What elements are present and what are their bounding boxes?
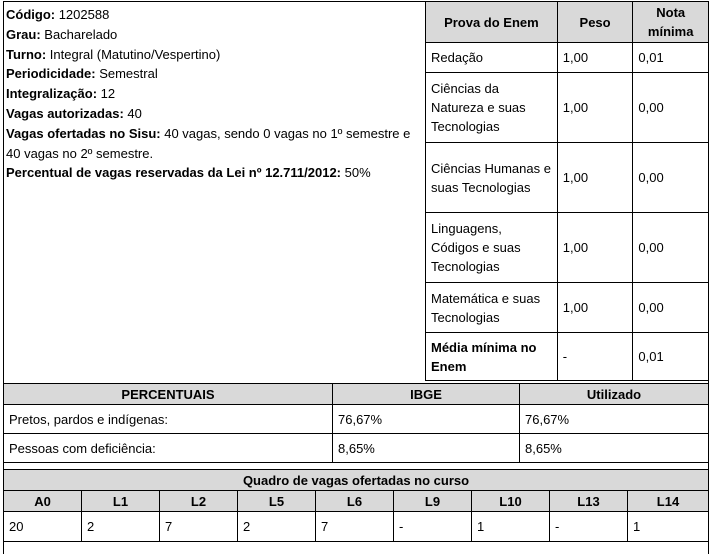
enem-peso: 1,00 <box>557 143 633 213</box>
grau-line <box>6 25 418 45</box>
quadro-value: - <box>394 512 472 542</box>
enem-table <box>425 1 709 381</box>
integralizacao-label: Integralização: <box>6 86 98 102</box>
quadro-title: Quadro de vagas ofertadas no curso <box>4 470 709 491</box>
periodicidade-line <box>6 64 418 84</box>
quadro-header-row <box>4 491 709 512</box>
quadro-header: L5 <box>238 491 316 512</box>
turno-value: Integral (Matutino/Vespertino) <box>46 46 221 62</box>
ibge-header: IBGE <box>333 384 520 405</box>
enem-nota: 0,01 <box>633 333 709 381</box>
enem-prova: Ciências da Natureza e suas Tecnologias <box>426 73 558 143</box>
quadro-value: 7 <box>160 512 238 542</box>
quadro-vagas-table <box>3 469 709 542</box>
grau-value: Bacharelado <box>40 26 118 42</box>
percentuais-table <box>3 383 709 463</box>
quadro-title-row <box>4 470 709 491</box>
percentuais-utilizado: 76,67% <box>520 405 709 434</box>
quadro-header: L9 <box>394 491 472 512</box>
enem-header-peso: Peso <box>557 2 633 43</box>
enem-row <box>426 73 709 143</box>
percentual-line <box>6 163 418 183</box>
enem-row <box>426 143 709 213</box>
vagas-autorizadas-label: Vagas autorizadas: <box>6 105 124 121</box>
enem-peso: 1,00 <box>557 43 633 73</box>
enem-header-row <box>426 2 709 43</box>
percentuais-label: Pessoas com deficiência: <box>4 434 333 463</box>
turno-label: Turno: <box>6 46 47 62</box>
percentuais-ibge: 8,65% <box>333 434 520 463</box>
enem-peso: - <box>557 333 633 381</box>
quadro-value: 2 <box>238 512 316 542</box>
enem-nota: 0,00 <box>633 213 709 283</box>
percentuais-row <box>4 434 709 463</box>
vagas-sisu-line <box>6 124 418 164</box>
quadro-header: L2 <box>160 491 238 512</box>
percentuais-header: PERCENTUAIS <box>4 384 333 405</box>
enem-peso: 1,00 <box>557 213 633 283</box>
quadro-header: L6 <box>316 491 394 512</box>
vagas-sisu-label: Vagas ofertadas no Sisu: <box>6 125 161 141</box>
enem-row <box>426 283 709 333</box>
turno-line <box>6 45 418 65</box>
integralizacao-value: 12 <box>97 86 116 102</box>
enem-prova: Ciências Humanas e suas Tecnologias <box>426 143 558 213</box>
integralizacao-line <box>6 84 418 104</box>
enem-prova: Redação <box>426 43 558 73</box>
vagas-autorizadas-line <box>6 104 418 124</box>
periodicidade-label: Periodicidade: <box>6 66 96 82</box>
quadro-header: L14 <box>628 491 709 512</box>
enem-nota: 0,00 <box>633 143 709 213</box>
percentuais-label: Pretos, pardos e indígenas: <box>4 405 333 434</box>
vagas-autorizadas-value: 40 <box>123 105 142 121</box>
enem-prova: Matemática e suas Tecnologias <box>426 283 558 333</box>
percentuais-header-row <box>4 384 709 405</box>
enem-prova-media: Média mínima no Enem <box>426 333 558 381</box>
enem-row <box>426 43 709 73</box>
codigo-value: 1202588 <box>55 7 110 22</box>
grau-label: Grau: <box>6 26 41 42</box>
enem-peso: 1,00 <box>557 73 633 143</box>
quadro-value: 1 <box>472 512 550 542</box>
course-info <box>6 5 418 183</box>
quadro-value: 7 <box>316 512 394 542</box>
percentual-value: 50% <box>341 165 371 181</box>
percentual-label: Percentual de vagas reservadas da Lei nº 12.711/2012: <box>6 165 342 181</box>
enem-nota: 0,01 <box>633 43 709 73</box>
percentuais-ibge: 76,67% <box>333 405 520 434</box>
codigo-label: Código: <box>6 7 56 22</box>
percentuais-row <box>4 405 709 434</box>
utilizado-header: Utilizado <box>520 384 709 405</box>
quadro-values-row <box>4 512 709 542</box>
periodicidade-value: Semestral <box>95 66 158 82</box>
enem-header-nota: Nota mínima <box>633 2 709 43</box>
quadro-header: A0 <box>4 491 82 512</box>
enem-row <box>426 213 709 283</box>
quadro-value: 1 <box>628 512 709 542</box>
enem-prova: Linguagens, Códigos e suas Tecnologias <box>426 213 558 283</box>
enem-row-media <box>426 333 709 381</box>
enem-nota: 0,00 <box>633 283 709 333</box>
percentuais-utilizado: 8,65% <box>520 434 709 463</box>
enem-nota: 0,00 <box>633 73 709 143</box>
codigo-line <box>6 5 418 25</box>
quadro-value: 20 <box>4 512 82 542</box>
enem-peso: 1,00 <box>557 283 633 333</box>
enem-header-prova: Prova do Enem <box>426 2 558 43</box>
quadro-header: L1 <box>82 491 160 512</box>
vagas-sisu-value: 40 vagas, sendo 0 vagas no 1º semestre e 40 vagas no 2º semestre. <box>6 125 411 161</box>
quadro-header: L10 <box>472 491 550 512</box>
quadro-header: L13 <box>550 491 628 512</box>
quadro-value: - <box>550 512 628 542</box>
quadro-value: 2 <box>82 512 160 542</box>
